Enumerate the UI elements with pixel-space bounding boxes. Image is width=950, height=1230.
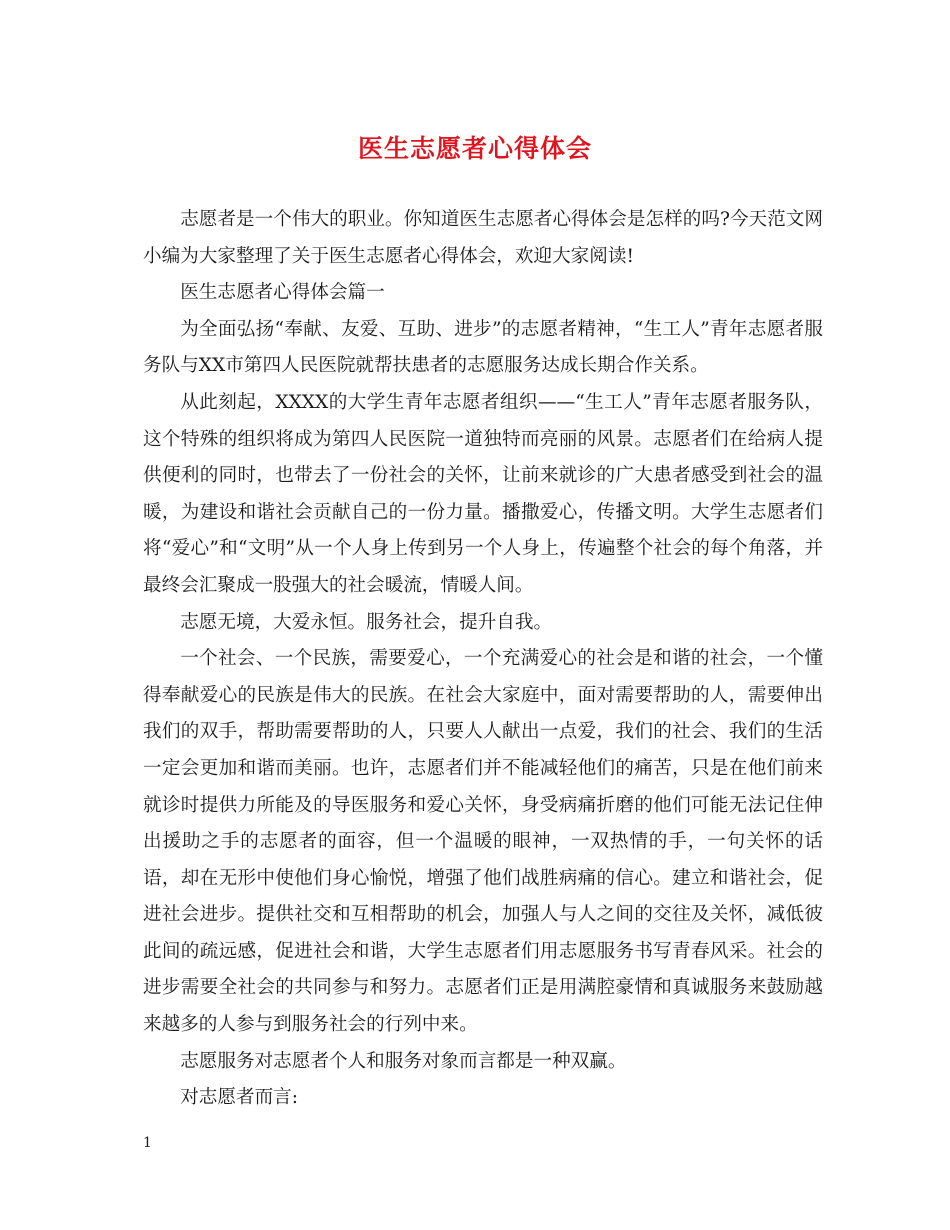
document-body bbox=[143, 202, 823, 1117]
section-heading: 医生志愿者心得体会篇一 bbox=[180, 282, 385, 304]
page-number: 1 bbox=[143, 1135, 152, 1151]
paragraph: 为全面弘扬“奉献、友爱、互助、进步”的志愿者精神，“生工人”青年志愿者服务队与XX市第四人民医院就帮扶患者的志愿服务达成长期合作关系。 bbox=[143, 318, 823, 377]
paragraph-intro: 志愿者是一个伟大的职业。你知道医生志愿者心得体会是怎样的吗?今天范文网小编为大家整理了关于医生志愿者心得体会，欢迎大家阅读! bbox=[143, 209, 823, 267]
paragraph: 一个社会、一个民族，需要爱心，一个充满爱心的社会是和谐的社会，一个懂得奉献爱心的民族是伟大的民族。在社会大家庭中，面对需要帮助的人，需要伸出我们的双手，帮助需要帮助的人，只要人人献出一点爱，我们的社会、我们的生活一定会更加和谐而美丽。也许，志愿者们并不能减轻他们的痛苦，只是在他们前来就诊时提供力所能及的导医服务和爱心关怀，身受病痛折磨的他们可能无法记住伸出援助之手的志愿者的面容，但一个温暖的眼神，一双热情的手，一句关怀的话语，却在无形中使他们身心愉悦，增强了他们战胜病痛的信心。建立和谐社会，促进社会进步。提供社交和互相帮助的机会，加强人与人之间的交往及关怀，减低彼此间的疏远感，促进社会和谐，大学生志愿者们用志愿服务书写青春风采。社会的进步需要全社会的共同参与和努力。志愿者们正是用满腔豪情和真诚服务来鼓励越来越多的人参与到服务社会的行列中来。 bbox=[143, 648, 823, 1036]
document-title: 医生志愿者心得体会 bbox=[357, 134, 592, 163]
paragraph: 从此刻起，XXXX的大学生青年志愿者组织——“生工人”青年志愿者服务队，这个特殊的组织将成为第四人民医院一道独特而亮丽的风景。志愿者们在给病人提供便利的同时，也带去了一份社会的关怀，让前来就诊的广大患者感受到社会的温暖，为建设和谐社会贡献自己的一份力量。播撒爱心，传播文明。大学生志愿者们将“爱心”和“文明”从一个人身上传到另一个人身上，传遍整个社会的每个角落，并最终会汇聚成一股强大的社会暖流，情暖人间。 bbox=[143, 391, 823, 596]
paragraph: 志愿无境，大爱永恒。服务社会，提升自我。 bbox=[180, 611, 553, 633]
paragraph: 对志愿者而言: bbox=[180, 1087, 299, 1109]
paragraph: 志愿服务对志愿者个人和服务对象而言都是一种双赢。 bbox=[180, 1050, 627, 1072]
